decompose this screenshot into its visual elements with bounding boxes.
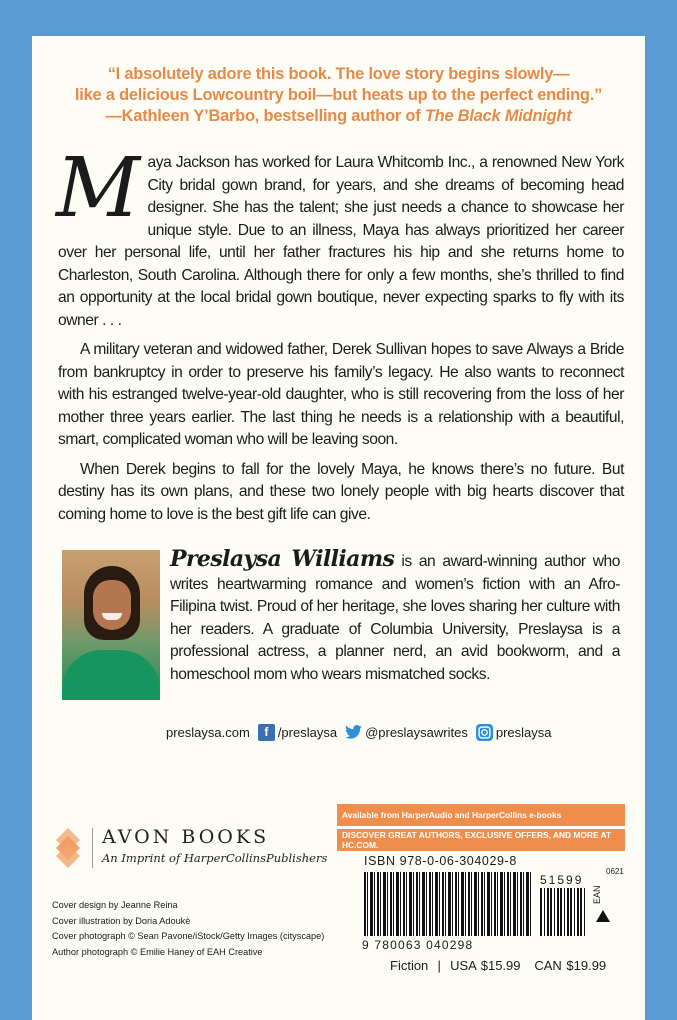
cover-credits [52, 898, 324, 960]
twitter-icon [345, 724, 362, 741]
author-photo [62, 550, 160, 700]
description-paragraph-3: When Derek begins to fall for the lovely Maya, he knows there’s no future. But destiny has its own plans, and these two lonely people with big hearts discover that coming home to love is the best gift life can give. [58, 460, 624, 523]
discover-banner: DISCOVER GREAT AUTHORS, EXCLUSIVE OFFERS, AND MORE AT HC.COM. [337, 829, 625, 851]
credit-line: Author photograph © Emilie Haney of EAH Creative [52, 946, 263, 957]
instagram-link[interactable]: preslaysa [495, 724, 552, 740]
credit-line: Cover design by Jeanne Reina [52, 900, 178, 910]
quote-line-1: “I absolutely adore this book. The love story begins slowly— [107, 65, 570, 83]
quote-attribution: —Kathleen Y’Barbo, bestselling author of The Black Midnight [105, 107, 572, 125]
description-paragraph-1: Maya Jackson has worked for Laura Whitcomb Inc., a renowned New York City bridal gown brand, for years, and she dreams of becoming head designer. She has the talent; she just needs a chance to showcase her unique style. Due to an illness, Maya has always prioritized her career over her personal life, until her father fractures his hip and she returns home to Charleston, South Carolina. Although there for only a few months, she’s thrilled to find an opportunity at the local bridal gown boutique, never expecting sparks to fly with its owner . . . [56, 141, 624, 329]
facebook-icon: f [258, 724, 275, 741]
description-paragraph-2: A military veteran and widowed father, Derek Sullivan hopes to save Always a Bride from bankruptcy in order to preserve his family’s legacy. He also wants to reconnect with his estranged twelve-year-old daughter, who is still recovering from the loss of her mother three years earlier. The last thing he needs is a relationship with a beautiful, smart, complicated woman who will be leaving soon. [58, 341, 624, 448]
ean-label: EAN [592, 885, 602, 904]
cover-panel [32, 36, 645, 1020]
publisher-name: AVON BOOKS [102, 826, 270, 848]
drop-cap: M [56, 141, 140, 236]
website-link[interactable]: preslaysa.com [166, 724, 250, 740]
isbn-barcode [364, 872, 532, 936]
avon-logo-icon [50, 826, 86, 872]
credit-line: Cover photograph © Sean Pavone/iStock/Getty Images (cityscape) [52, 931, 325, 941]
publisher-divider [92, 828, 93, 868]
triangle-icon [596, 910, 610, 922]
instagram-icon [476, 724, 493, 741]
author-bio [170, 548, 620, 686]
audio-banner: Available from HarperAudio and HarperCollins e-books [337, 804, 625, 826]
quote-book-title: The Black Midnight [424, 107, 572, 125]
barcode-code: 0621 [606, 867, 624, 876]
isbn-text: ISBN 978-0-06-304029-8 [364, 854, 517, 868]
facebook-link[interactable]: /preslaysa [277, 724, 338, 740]
quote-line-2: like a delicious Lowcountry boil—but heats up to the perfect ending.” [74, 86, 603, 104]
endorsement-quote [32, 64, 645, 127]
price-line: Fiction | USA $15.99 CAN $19.99 [390, 958, 607, 973]
addon-number: 51599 [540, 873, 584, 887]
social-links [166, 722, 626, 742]
twitter-link[interactable]: @preslaysawrites [365, 724, 468, 740]
book-description [56, 141, 624, 533]
author-name: Preslaysa Williams [170, 546, 395, 572]
credit-line: Cover illustration by Doria Adoukè [52, 915, 191, 926]
barcode-number: 9 780063 040298 [362, 938, 474, 952]
addon-barcode [540, 888, 586, 936]
publisher-imprint: An Imprint of HarperCollinsPublishers [102, 851, 328, 865]
author-bio-text: is an award-winning author who writes heartwarming romance and women’s fiction with an Afro-Filipina twist. Proud of her heritage, she loves sharing her culture with her readers. A graduate of Columbia University, Preslaysa is a professional actress, a planner nerd, an avid bookworm, and a homeschool mom who wears mismatched socks. [170, 553, 620, 683]
